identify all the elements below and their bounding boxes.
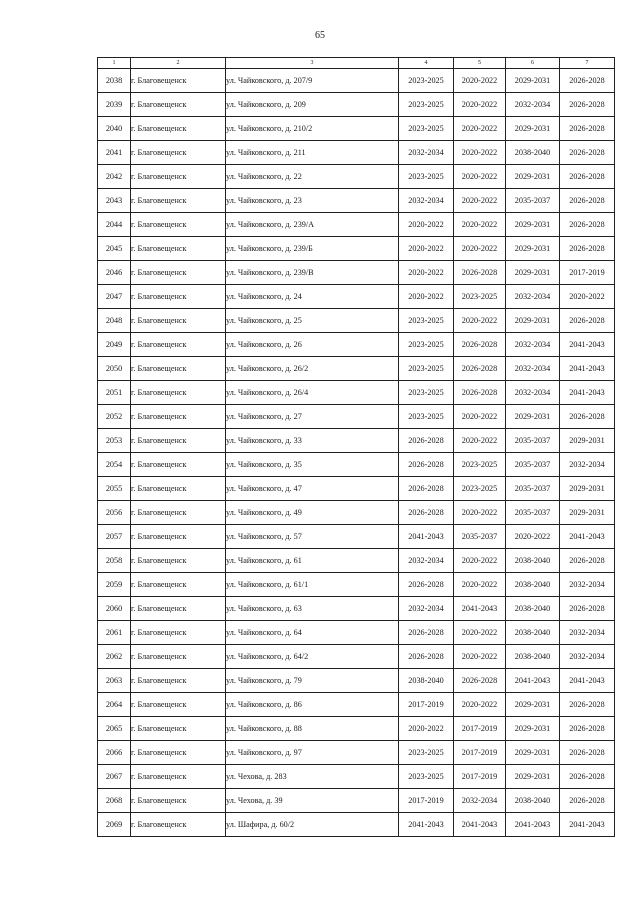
period-col-5-cell: 2035-2037	[454, 525, 506, 549]
period-col-7-cell: 2026-2028	[560, 237, 615, 261]
city-cell: г. Благовещенск	[131, 333, 226, 357]
period-col-5-cell: 2020-2022	[454, 645, 506, 669]
period-col-7-cell: 2041-2043	[560, 381, 615, 405]
row-number-cell: 2040	[98, 117, 131, 141]
period-col-6-cell: 2041-2043	[506, 813, 560, 837]
period-col-7-cell: 2026-2028	[560, 93, 615, 117]
period-col-4-cell: 2041-2043	[399, 813, 454, 837]
period-col-7-cell: 2026-2028	[560, 309, 615, 333]
period-col-6-cell: 2029-2031	[506, 261, 560, 285]
period-col-6-cell: 2029-2031	[506, 237, 560, 261]
period-col-4-cell: 2020-2022	[399, 261, 454, 285]
period-col-7-cell: 2026-2028	[560, 549, 615, 573]
period-col-7-cell: 2026-2028	[560, 789, 615, 813]
row-number-cell: 2045	[98, 237, 131, 261]
table-row	[98, 261, 615, 285]
period-col-6-cell: 2038-2040	[506, 549, 560, 573]
city-cell: г. Благовещенск	[131, 429, 226, 453]
period-col-4-cell: 2023-2025	[399, 357, 454, 381]
table-row	[98, 717, 615, 741]
city-cell: г. Благовещенск	[131, 285, 226, 309]
period-col-4-cell: 2026-2028	[399, 573, 454, 597]
table-row	[98, 237, 615, 261]
period-col-6-cell: 2035-2037	[506, 501, 560, 525]
row-number-cell: 2053	[98, 429, 131, 453]
row-number-cell: 2063	[98, 669, 131, 693]
period-col-7-cell: 2041-2043	[560, 813, 615, 837]
table-row	[98, 597, 615, 621]
period-col-4-cell: 2041-2043	[399, 525, 454, 549]
period-col-5-cell: 2017-2019	[454, 741, 506, 765]
row-number-cell: 2065	[98, 717, 131, 741]
period-col-6-cell: 2035-2037	[506, 453, 560, 477]
period-col-5-cell: 2020-2022	[454, 189, 506, 213]
address-cell: ул. Чехова, д. 283	[226, 765, 399, 789]
address-cell: ул. Чайковского, д. 26/2	[226, 357, 399, 381]
address-cell: ул. Чайковского, д. 79	[226, 669, 399, 693]
city-cell: г. Благовещенск	[131, 69, 226, 93]
address-cell: ул. Чайковского, д. 211	[226, 141, 399, 165]
period-col-4-cell: 2038-2040	[399, 669, 454, 693]
period-col-4-cell: 2020-2022	[399, 285, 454, 309]
row-number-cell: 2064	[98, 693, 131, 717]
city-cell: г. Благовещенск	[131, 645, 226, 669]
period-col-7-cell: 2032-2034	[560, 453, 615, 477]
row-number-cell: 2060	[98, 597, 131, 621]
city-cell: г. Благовещенск	[131, 405, 226, 429]
table-row	[98, 333, 615, 357]
period-col-7-cell: 2029-2031	[560, 501, 615, 525]
period-col-5-cell: 2020-2022	[454, 141, 506, 165]
address-cell: ул. Чайковского, д. 26/4	[226, 381, 399, 405]
period-col-6-cell: 2038-2040	[506, 597, 560, 621]
row-number-cell: 2049	[98, 333, 131, 357]
row-number-cell: 2043	[98, 189, 131, 213]
city-cell: г. Благовещенск	[131, 213, 226, 237]
register-table	[97, 57, 615, 837]
row-number-cell: 2046	[98, 261, 131, 285]
period-col-7-cell: 2026-2028	[560, 69, 615, 93]
table-row	[98, 645, 615, 669]
table-row	[98, 405, 615, 429]
period-col-6-cell: 2035-2037	[506, 189, 560, 213]
period-col-5-cell: 2020-2022	[454, 165, 506, 189]
address-cell: ул. Чайковского, д. 64/2	[226, 645, 399, 669]
city-cell: г. Благовещенск	[131, 477, 226, 501]
period-col-4-cell: 2026-2028	[399, 621, 454, 645]
column-header-3: 3	[226, 58, 399, 69]
address-cell: ул. Чайковского, д. 207/9	[226, 69, 399, 93]
address-cell: ул. Чайковского, д. 27	[226, 405, 399, 429]
period-col-6-cell: 2032-2034	[506, 381, 560, 405]
table-row	[98, 189, 615, 213]
table-row	[98, 669, 615, 693]
period-col-6-cell: 2038-2040	[506, 645, 560, 669]
period-col-6-cell: 2029-2031	[506, 117, 560, 141]
period-col-6-cell: 2035-2037	[506, 429, 560, 453]
city-cell: г. Благовещенск	[131, 573, 226, 597]
period-col-5-cell: 2026-2028	[454, 261, 506, 285]
period-col-5-cell: 2023-2025	[454, 285, 506, 309]
row-number-cell: 2044	[98, 213, 131, 237]
table-row	[98, 453, 615, 477]
period-col-7-cell: 2041-2043	[560, 669, 615, 693]
row-number-cell: 2068	[98, 789, 131, 813]
address-cell: ул. Чайковского, д. 33	[226, 429, 399, 453]
table-row	[98, 285, 615, 309]
city-cell: г. Благовещенск	[131, 693, 226, 717]
period-col-5-cell: 2020-2022	[454, 405, 506, 429]
period-col-6-cell: 2032-2034	[506, 333, 560, 357]
column-header-7: 7	[560, 58, 615, 69]
period-col-4-cell: 2017-2019	[399, 789, 454, 813]
period-col-4-cell: 2023-2025	[399, 93, 454, 117]
row-number-cell: 2056	[98, 501, 131, 525]
address-cell: ул. Чайковского, д. 61	[226, 549, 399, 573]
city-cell: г. Благовещенск	[131, 501, 226, 525]
period-col-6-cell: 2020-2022	[506, 525, 560, 549]
page-number: 65	[315, 30, 325, 41]
period-col-4-cell: 2026-2028	[399, 477, 454, 501]
period-col-5-cell: 2026-2028	[454, 669, 506, 693]
address-cell: ул. Чайковского, д. 239/Б	[226, 237, 399, 261]
table-row	[98, 501, 615, 525]
column-header-1: 1	[98, 58, 131, 69]
address-cell: ул. Чайковского, д. 35	[226, 453, 399, 477]
row-number-cell: 2061	[98, 621, 131, 645]
row-number-cell: 2052	[98, 405, 131, 429]
period-col-5-cell: 2020-2022	[454, 93, 506, 117]
period-col-7-cell: 2032-2034	[560, 573, 615, 597]
period-col-5-cell: 2023-2025	[454, 453, 506, 477]
period-col-4-cell: 2026-2028	[399, 429, 454, 453]
period-col-7-cell: 2026-2028	[560, 597, 615, 621]
period-col-7-cell: 2041-2043	[560, 333, 615, 357]
address-cell: ул. Чайковского, д. 25	[226, 309, 399, 333]
table-row	[98, 93, 615, 117]
table-header-row	[98, 58, 615, 69]
table-row	[98, 309, 615, 333]
table-row	[98, 357, 615, 381]
column-header-2: 2	[131, 58, 226, 69]
row-number-cell: 2050	[98, 357, 131, 381]
period-col-4-cell: 2023-2025	[399, 381, 454, 405]
period-col-5-cell: 2020-2022	[454, 117, 506, 141]
period-col-6-cell: 2029-2031	[506, 69, 560, 93]
period-col-7-cell: 2026-2028	[560, 141, 615, 165]
address-cell: ул. Чайковского, д. 210/2	[226, 117, 399, 141]
period-col-5-cell: 2026-2028	[454, 357, 506, 381]
city-cell: г. Благовещенск	[131, 597, 226, 621]
row-number-cell: 2042	[98, 165, 131, 189]
period-col-5-cell: 2023-2025	[454, 477, 506, 501]
row-number-cell: 2039	[98, 93, 131, 117]
address-cell: ул. Чайковского, д. 24	[226, 285, 399, 309]
address-cell: ул. Шафира, д. 60/2	[226, 813, 399, 837]
city-cell: г. Благовещенск	[131, 165, 226, 189]
period-col-5-cell: 2020-2022	[454, 549, 506, 573]
city-cell: г. Благовещенск	[131, 789, 226, 813]
table-row	[98, 621, 615, 645]
row-number-cell: 2051	[98, 381, 131, 405]
address-cell: ул. Чайковского, д. 209	[226, 93, 399, 117]
period-col-4-cell: 2023-2025	[399, 741, 454, 765]
city-cell: г. Благовещенск	[131, 741, 226, 765]
period-col-7-cell: 2026-2028	[560, 693, 615, 717]
period-col-7-cell: 2026-2028	[560, 117, 615, 141]
period-col-4-cell: 2032-2034	[399, 597, 454, 621]
city-cell: г. Благовещенск	[131, 93, 226, 117]
row-number-cell: 2057	[98, 525, 131, 549]
table-row	[98, 549, 615, 573]
table-row	[98, 789, 615, 813]
period-col-6-cell: 2038-2040	[506, 573, 560, 597]
period-col-4-cell: 2023-2025	[399, 165, 454, 189]
period-col-6-cell: 2041-2043	[506, 669, 560, 693]
period-col-5-cell: 2020-2022	[454, 237, 506, 261]
period-col-4-cell: 2023-2025	[399, 765, 454, 789]
period-col-6-cell: 2029-2031	[506, 765, 560, 789]
table-row	[98, 141, 615, 165]
period-col-7-cell: 2032-2034	[560, 645, 615, 669]
period-col-4-cell: 2020-2022	[399, 237, 454, 261]
address-cell: ул. Чайковского, д. 47	[226, 477, 399, 501]
city-cell: г. Благовещенск	[131, 117, 226, 141]
period-col-4-cell: 2020-2022	[399, 213, 454, 237]
row-number-cell: 2058	[98, 549, 131, 573]
period-col-4-cell: 2032-2034	[399, 141, 454, 165]
table-row	[98, 765, 615, 789]
row-number-cell: 2062	[98, 645, 131, 669]
address-cell: ул. Чайковского, д. 22	[226, 165, 399, 189]
period-col-7-cell: 2026-2028	[560, 213, 615, 237]
period-col-4-cell: 2023-2025	[399, 333, 454, 357]
address-cell: ул. Чехова, д. 39	[226, 789, 399, 813]
period-col-7-cell: 2026-2028	[560, 765, 615, 789]
address-cell: ул. Чайковского, д. 23	[226, 189, 399, 213]
period-col-6-cell: 2038-2040	[506, 141, 560, 165]
row-number-cell: 2038	[98, 69, 131, 93]
period-col-5-cell: 2017-2019	[454, 717, 506, 741]
period-col-7-cell: 2026-2028	[560, 741, 615, 765]
address-cell: ул. Чайковского, д. 49	[226, 501, 399, 525]
period-col-6-cell: 2035-2037	[506, 477, 560, 501]
period-col-4-cell: 2020-2022	[399, 717, 454, 741]
table-row	[98, 213, 615, 237]
city-cell: г. Благовещенск	[131, 717, 226, 741]
row-number-cell: 2067	[98, 765, 131, 789]
address-cell: ул. Чайковского, д. 86	[226, 693, 399, 717]
table-row	[98, 117, 615, 141]
period-col-6-cell: 2029-2031	[506, 165, 560, 189]
row-number-cell: 2066	[98, 741, 131, 765]
address-cell: ул. Чайковского, д. 88	[226, 717, 399, 741]
period-col-6-cell: 2029-2031	[506, 309, 560, 333]
period-col-6-cell: 2032-2034	[506, 93, 560, 117]
period-col-4-cell: 2023-2025	[399, 69, 454, 93]
period-col-4-cell: 2026-2028	[399, 501, 454, 525]
table-row	[98, 813, 615, 837]
period-col-4-cell: 2023-2025	[399, 117, 454, 141]
period-col-5-cell: 2020-2022	[454, 573, 506, 597]
table-body	[98, 69, 615, 837]
period-col-7-cell: 2026-2028	[560, 717, 615, 741]
period-col-7-cell: 2020-2022	[560, 285, 615, 309]
row-number-cell: 2054	[98, 453, 131, 477]
table-row	[98, 165, 615, 189]
column-header-4: 4	[399, 58, 454, 69]
table-row	[98, 429, 615, 453]
city-cell: г. Благовещенск	[131, 453, 226, 477]
period-col-6-cell: 2032-2034	[506, 357, 560, 381]
period-col-5-cell: 2041-2043	[454, 597, 506, 621]
row-number-cell: 2041	[98, 141, 131, 165]
period-col-6-cell: 2029-2031	[506, 213, 560, 237]
period-col-6-cell: 2038-2040	[506, 621, 560, 645]
period-col-6-cell: 2029-2031	[506, 693, 560, 717]
period-col-4-cell: 2026-2028	[399, 453, 454, 477]
table-row	[98, 477, 615, 501]
period-col-5-cell: 2020-2022	[454, 69, 506, 93]
city-cell: г. Благовещенск	[131, 261, 226, 285]
address-cell: ул. Чайковского, д. 61/1	[226, 573, 399, 597]
table-row	[98, 573, 615, 597]
address-cell: ул. Чайковского, д. 239/В	[226, 261, 399, 285]
city-cell: г. Благовещенск	[131, 549, 226, 573]
row-number-cell: 2069	[98, 813, 131, 837]
period-col-4-cell: 2032-2034	[399, 189, 454, 213]
period-col-4-cell: 2023-2025	[399, 405, 454, 429]
city-cell: г. Благовещенск	[131, 357, 226, 381]
table-row	[98, 741, 615, 765]
city-cell: г. Благовещенск	[131, 189, 226, 213]
period-col-6-cell: 2029-2031	[506, 405, 560, 429]
column-header-6: 6	[506, 58, 560, 69]
period-col-4-cell: 2017-2019	[399, 693, 454, 717]
period-col-4-cell: 2023-2025	[399, 309, 454, 333]
period-col-6-cell: 2029-2031	[506, 717, 560, 741]
period-col-5-cell: 2026-2028	[454, 381, 506, 405]
address-cell: ул. Чайковского, д. 63	[226, 597, 399, 621]
city-cell: г. Благовещенск	[131, 141, 226, 165]
period-col-6-cell: 2032-2034	[506, 285, 560, 309]
table-row	[98, 69, 615, 93]
city-cell: г. Благовещенск	[131, 237, 226, 261]
period-col-5-cell: 2020-2022	[454, 693, 506, 717]
address-cell: ул. Чайковского, д. 97	[226, 741, 399, 765]
period-col-7-cell: 2029-2031	[560, 477, 615, 501]
period-col-7-cell: 2026-2028	[560, 189, 615, 213]
period-col-5-cell: 2026-2028	[454, 333, 506, 357]
city-cell: г. Благовещенск	[131, 525, 226, 549]
row-number-cell: 2055	[98, 477, 131, 501]
period-col-7-cell: 2041-2043	[560, 525, 615, 549]
city-cell: г. Благовещенск	[131, 813, 226, 837]
period-col-7-cell: 2017-2019	[560, 261, 615, 285]
city-cell: г. Благовещенск	[131, 669, 226, 693]
period-col-7-cell: 2041-2043	[560, 357, 615, 381]
period-col-5-cell: 2020-2022	[454, 501, 506, 525]
period-col-7-cell: 2026-2028	[560, 405, 615, 429]
period-col-5-cell: 2020-2022	[454, 213, 506, 237]
address-cell: ул. Чайковского, д. 64	[226, 621, 399, 645]
period-col-5-cell: 2020-2022	[454, 309, 506, 333]
period-col-4-cell: 2032-2034	[399, 549, 454, 573]
column-header-5: 5	[454, 58, 506, 69]
row-number-cell: 2059	[98, 573, 131, 597]
period-col-6-cell: 2038-2040	[506, 789, 560, 813]
period-col-5-cell: 2020-2022	[454, 429, 506, 453]
period-col-7-cell: 2029-2031	[560, 429, 615, 453]
table-row	[98, 525, 615, 549]
period-col-5-cell: 2041-2043	[454, 813, 506, 837]
period-col-7-cell: 2026-2028	[560, 165, 615, 189]
row-number-cell: 2047	[98, 285, 131, 309]
period-col-4-cell: 2026-2028	[399, 645, 454, 669]
city-cell: г. Благовещенск	[131, 765, 226, 789]
table-row	[98, 381, 615, 405]
period-col-5-cell: 2020-2022	[454, 621, 506, 645]
city-cell: г. Благовещенск	[131, 309, 226, 333]
address-cell: ул. Чайковского, д. 239/А	[226, 213, 399, 237]
period-col-7-cell: 2032-2034	[560, 621, 615, 645]
address-cell: ул. Чайковского, д. 57	[226, 525, 399, 549]
period-col-6-cell: 2029-2031	[506, 741, 560, 765]
row-number-cell: 2048	[98, 309, 131, 333]
city-cell: г. Благовещенск	[131, 381, 226, 405]
table-row	[98, 693, 615, 717]
period-col-5-cell: 2032-2034	[454, 789, 506, 813]
period-col-5-cell: 2017-2019	[454, 765, 506, 789]
address-cell: ул. Чайковского, д. 26	[226, 333, 399, 357]
city-cell: г. Благовещенск	[131, 621, 226, 645]
